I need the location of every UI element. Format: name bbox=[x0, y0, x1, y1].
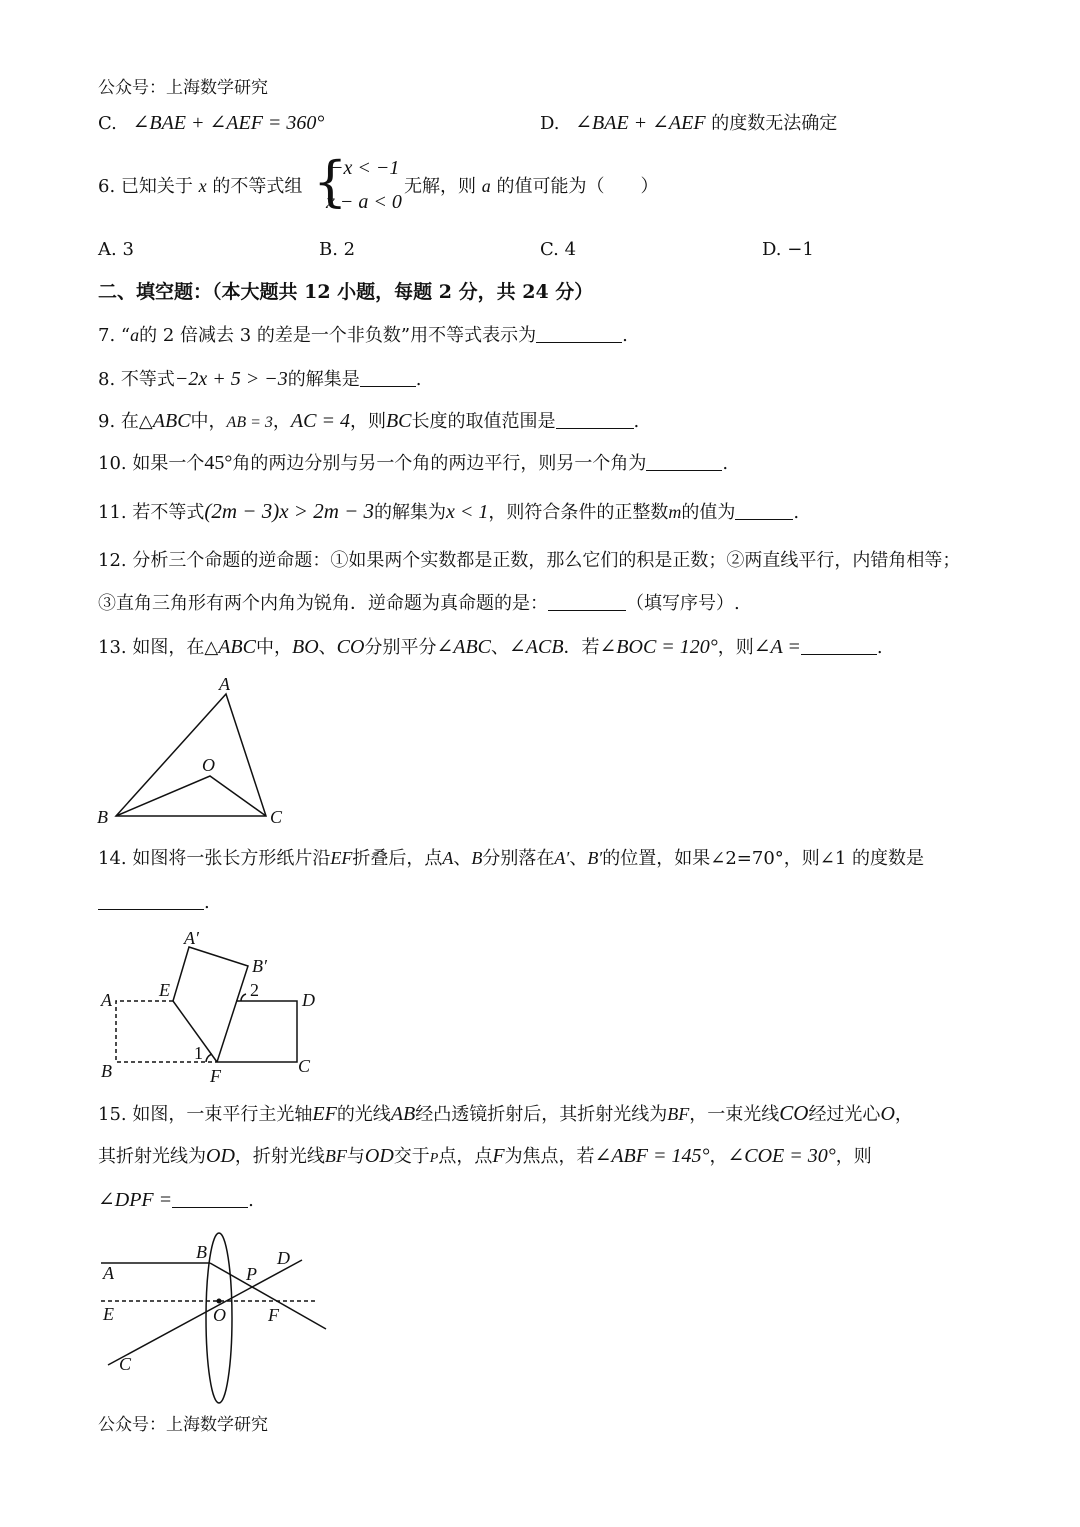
q11-num: 11. bbox=[98, 502, 127, 523]
q11-expr: (2m − 3)x > 2m − 3 bbox=[204, 499, 375, 523]
q13-text3: 分别平分 bbox=[364, 637, 437, 658]
q13-co: CO bbox=[336, 636, 365, 658]
q14-label-c: C bbox=[298, 1056, 311, 1076]
q15-label-c: C bbox=[119, 1354, 132, 1374]
q13-label-c: C bbox=[270, 807, 283, 827]
q6-pre: 已知关于 bbox=[120, 176, 193, 197]
q14-label-e: E bbox=[159, 980, 170, 1000]
q13-bo: BO bbox=[292, 636, 319, 658]
q14-label-f: F bbox=[210, 1066, 221, 1086]
q7-end: . bbox=[622, 325, 628, 346]
q15-l2a: 其折射光线为 bbox=[98, 1146, 206, 1167]
q13-a: ∠A = bbox=[753, 636, 801, 658]
q9-ac: AC = 4 bbox=[290, 410, 350, 432]
q14-end: . bbox=[204, 892, 210, 913]
q8-text1: 不等式 bbox=[120, 369, 175, 390]
q9-text4: 长度的取值范围是 bbox=[411, 411, 556, 432]
q15-label-o: O bbox=[213, 1305, 226, 1325]
q9-text2: 中， bbox=[190, 411, 227, 432]
q12-line2a: ③直角三角形有两个内角为锐角．逆命题为真命题的是： bbox=[98, 593, 548, 614]
q15-coe: ∠COE = 30° bbox=[727, 1145, 836, 1167]
q15-optical-center-dot bbox=[217, 1299, 222, 1304]
q14-b: B bbox=[471, 848, 483, 868]
q6-mid: 的不等式组 bbox=[212, 176, 303, 197]
q14-text4: 的位置，如果∠2=70°，则∠1 的度数是 bbox=[602, 848, 925, 869]
q10-text1: 如果一个 bbox=[132, 453, 205, 474]
q15-l1f: ， bbox=[894, 1104, 913, 1125]
q15-label-p: P bbox=[246, 1264, 257, 1284]
q12-line2b: （填写序号）. bbox=[626, 593, 740, 614]
q6-option-c: C. 4 bbox=[540, 239, 577, 260]
q6-post2: 的值可能为（ ） bbox=[496, 176, 659, 197]
q14-ap: A′ bbox=[554, 848, 570, 868]
q6-option-d: D. −1 bbox=[762, 239, 814, 260]
q15-ef: EF bbox=[312, 1103, 337, 1125]
q15-ab: AB bbox=[390, 1103, 416, 1125]
q11-sol: x < 1 bbox=[446, 501, 489, 523]
q10-num: 10. bbox=[98, 453, 127, 474]
q9-end: . bbox=[633, 411, 640, 432]
q15-l1b: 的光线 bbox=[336, 1104, 391, 1125]
q15-sep: ， bbox=[709, 1146, 728, 1167]
q15-l2c: 与 bbox=[346, 1146, 365, 1167]
q15-label-d: D bbox=[277, 1248, 290, 1268]
q15-l2g: ，则 bbox=[835, 1146, 872, 1167]
q15-dpf: ∠DPF = bbox=[98, 1189, 173, 1211]
q6-post1: 无解，则 bbox=[404, 176, 476, 197]
q14-label-2: 2 bbox=[250, 980, 259, 1000]
q15-label-a: A bbox=[103, 1263, 114, 1283]
q7-text2: 的 2 倍减去 3 的差是一个非负数”用不等式表示为 bbox=[139, 325, 537, 346]
q10-angle: 45° bbox=[204, 452, 233, 474]
q9-text1: 在△ bbox=[120, 411, 153, 432]
q15-num: 15. bbox=[98, 1104, 127, 1125]
q15-abf: ∠ABF = 145° bbox=[594, 1145, 710, 1167]
q15-end: . bbox=[248, 1190, 254, 1211]
q13-text2: 中， bbox=[256, 637, 292, 658]
q7-num: 7. bbox=[98, 325, 116, 346]
q11-var: m bbox=[668, 502, 682, 522]
q15-label-f: F bbox=[268, 1305, 279, 1325]
q15-l1c: 经凸透镜折射后，其折射光线为 bbox=[415, 1104, 668, 1125]
q13-ang2: ∠ACB bbox=[509, 636, 564, 658]
q15-l2f: 为焦点，若 bbox=[504, 1146, 595, 1167]
q13-text5: ，则 bbox=[717, 637, 754, 658]
q6-var-x: x bbox=[198, 176, 207, 196]
q8-text2: 的解集是 bbox=[287, 369, 360, 390]
q8-end: . bbox=[415, 369, 422, 390]
q11-text2: 的解集为 bbox=[374, 502, 447, 523]
q10-end: . bbox=[722, 453, 729, 474]
q15-p: P bbox=[429, 1151, 439, 1166]
q15-l1d: ，一束光线 bbox=[689, 1104, 780, 1125]
q13-text1: 如图，在△ bbox=[132, 637, 219, 658]
q13-abc: ABC bbox=[218, 636, 256, 658]
q13-sep: 、 bbox=[318, 637, 337, 658]
q14-label-bp: B′ bbox=[252, 956, 267, 976]
q11-end: . bbox=[793, 502, 800, 523]
q15-l1a: 如图，一束平行主光轴 bbox=[132, 1104, 313, 1125]
q12-line1-text: 分析三个命题的逆命题：①如果两个实数都是正数，那么它们的积是正数；②两直线平行，内错角相等； bbox=[132, 550, 961, 571]
q7-var: a bbox=[130, 325, 140, 345]
q15-bf: BF bbox=[667, 1104, 690, 1124]
q11-text1: 若不等式 bbox=[132, 502, 205, 523]
q14-label-ap: A′ bbox=[184, 928, 199, 948]
q14-label-a: A bbox=[101, 990, 112, 1010]
q14-sep: 、 bbox=[453, 848, 472, 869]
q14-sep2: 、 bbox=[569, 848, 588, 869]
q5-option-d-label: D. bbox=[540, 113, 560, 134]
q6-ineq1: −x < −1 bbox=[330, 157, 400, 179]
q8-expr: −2x + 5 > −3 bbox=[174, 368, 288, 390]
q5-option-c-label: C. bbox=[98, 113, 117, 134]
q15-l2e: 点，点 bbox=[438, 1146, 493, 1167]
q15-od: OD bbox=[206, 1145, 235, 1167]
q13-end: . bbox=[876, 637, 883, 658]
q15-label-b: B bbox=[196, 1242, 207, 1262]
q5-option-d-tail: 的度数无法确定 bbox=[711, 113, 838, 134]
q13-ang1: ∠ABC bbox=[436, 636, 491, 658]
q11-text3: ，则符合条件的正整数 bbox=[488, 502, 669, 523]
q6-var-a: a bbox=[481, 176, 491, 196]
q10-text2: 角的两边分别与另一个角的两边平行，则另一个角为 bbox=[232, 453, 647, 474]
q5-option-d-expr: ∠BAE + ∠AEF bbox=[575, 112, 706, 134]
q15-f: F bbox=[492, 1145, 505, 1167]
q13-label-o: O bbox=[202, 755, 215, 775]
q14-label-d: D bbox=[302, 990, 315, 1010]
q15-label-e: E bbox=[103, 1304, 114, 1324]
q15-od2: OD bbox=[364, 1145, 394, 1167]
q15-co: CO bbox=[779, 1101, 809, 1125]
q6-num: 6. bbox=[98, 176, 116, 197]
q13-text4: ．若 bbox=[563, 637, 600, 658]
q9-abc: ABC bbox=[152, 410, 191, 432]
q9-sep1: ， bbox=[272, 411, 291, 432]
q13-boc: ∠BOC = 120° bbox=[599, 636, 718, 658]
q6-option-b: B. 2 bbox=[319, 239, 356, 260]
q6-option-a: A. 3 bbox=[98, 239, 134, 260]
q8-num: 8. bbox=[98, 369, 116, 390]
q14-text3: 分别落在 bbox=[482, 848, 555, 869]
q14-label-1: 1 bbox=[194, 1043, 203, 1063]
q11-text4: 的值为 bbox=[681, 502, 736, 523]
q13-num: 13. bbox=[98, 637, 127, 658]
q14-text1: 如图将一张长方形纸片沿 bbox=[132, 848, 331, 869]
q15-l2d: 交于 bbox=[393, 1146, 430, 1167]
q9-num: 9. bbox=[98, 411, 116, 432]
header-source: 公众号：上海数学研究 bbox=[98, 78, 268, 98]
q12-num: 12. bbox=[98, 550, 127, 571]
section2-title: 二、填空题：（本大题共 12 小题，每题 2 分，共 24 分） bbox=[98, 281, 594, 303]
q15-o: O bbox=[880, 1103, 895, 1125]
q15-l1e: 经过光心 bbox=[808, 1104, 881, 1125]
q15-l2b: ，折射光线 bbox=[234, 1146, 325, 1167]
q14-ef: EF bbox=[330, 848, 353, 868]
q14-label-b: B bbox=[101, 1061, 112, 1081]
q6-system-brace: { bbox=[313, 150, 348, 213]
q14-a: A bbox=[442, 848, 454, 868]
q7-text1: “ bbox=[120, 325, 131, 346]
q6-ineq2: x − a < 0 bbox=[326, 191, 402, 213]
q9-bc: BC bbox=[385, 410, 412, 432]
q14-bp: B′ bbox=[587, 848, 603, 868]
q13-label-b: B bbox=[97, 807, 108, 827]
q5-option-c-expr: ∠BAE + ∠AEF = 360° bbox=[132, 112, 325, 134]
q13-label-a: A bbox=[219, 674, 230, 694]
q14-num: 14. bbox=[98, 848, 127, 869]
q9-ab: AB = 3 bbox=[226, 414, 273, 431]
q14-text2: 折叠后，点 bbox=[352, 848, 443, 869]
q15-bf2: BF bbox=[324, 1146, 347, 1166]
q13-sep2: 、 bbox=[491, 637, 509, 658]
footer-source: 公众号：上海数学研究 bbox=[98, 1415, 268, 1435]
q9-text3: ，则 bbox=[349, 411, 386, 432]
